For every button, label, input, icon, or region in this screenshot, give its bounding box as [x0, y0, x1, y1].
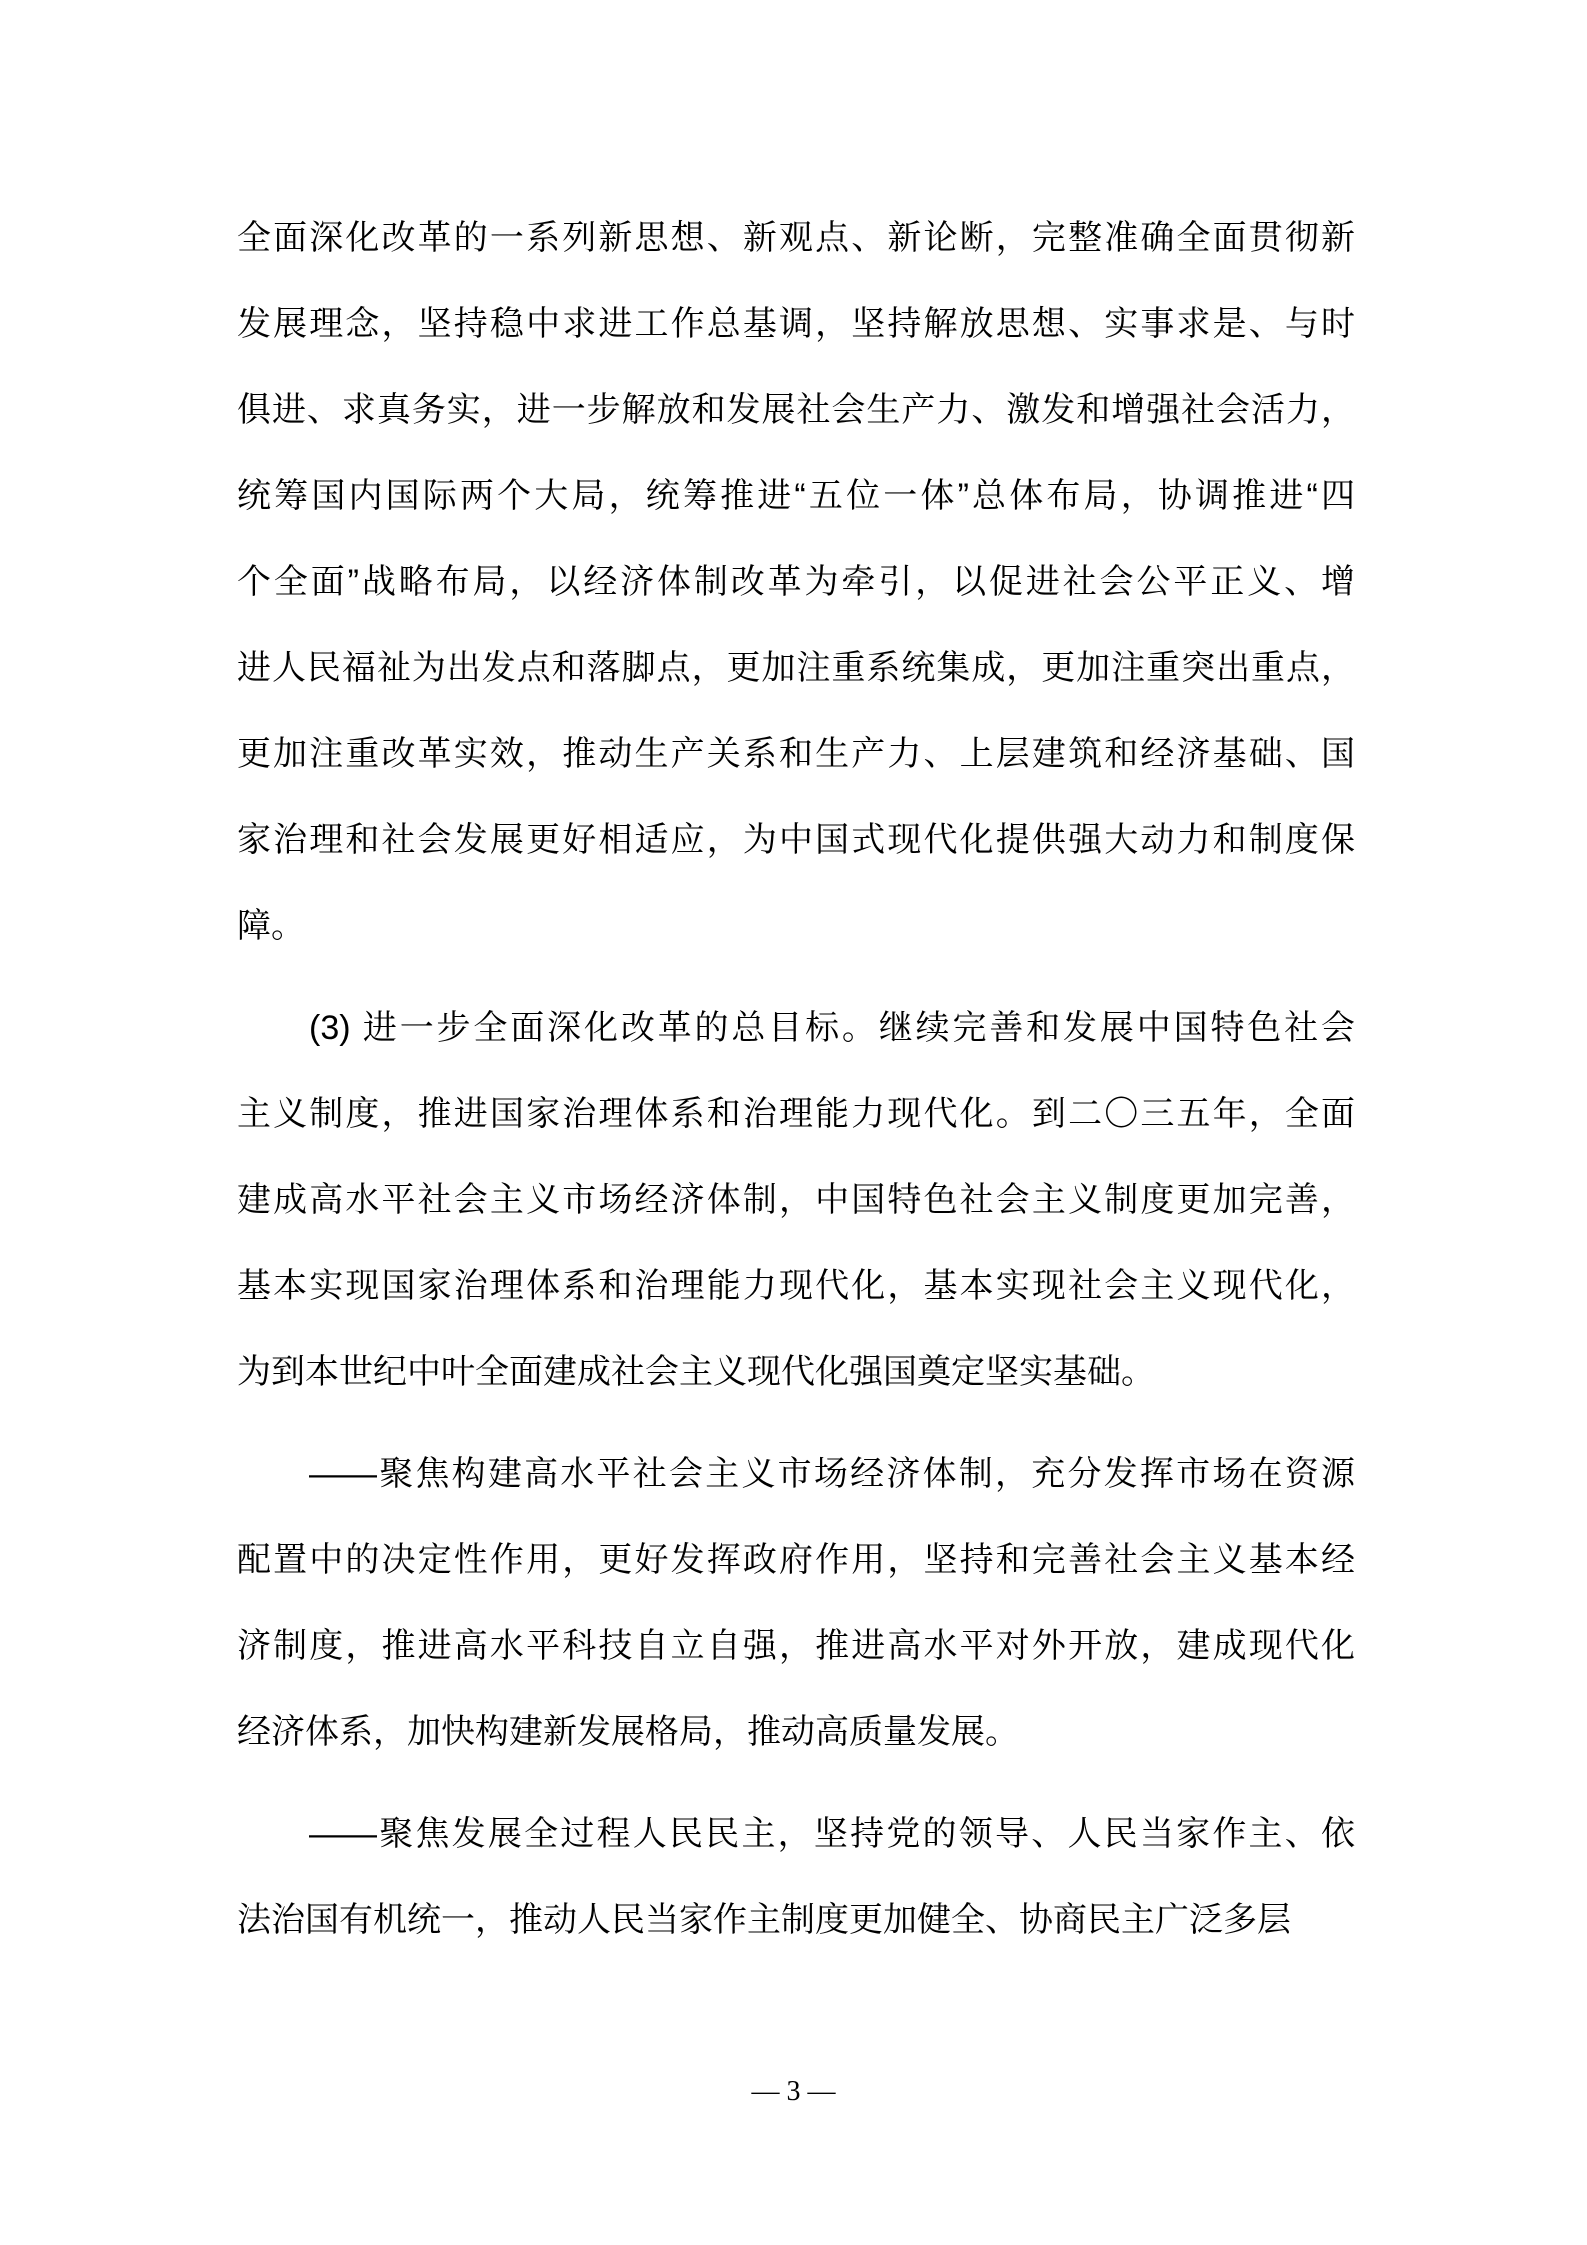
text-line: ——聚焦发展全过程人民民主，坚持党的领导、人民当家作主、依 [309, 1815, 1355, 1853]
document-content [237, 195, 1355, 1979]
text-line: 配置中的决定性作用，更好发挥政府作用，坚持和完善社会主义基本经 [237, 1541, 1355, 1579]
text-line: 经济体系，加快构建新发展格局，推动高质量发展。 [237, 1713, 1019, 1751]
text-line: 基本实现国家治理体系和治理能力现代化，基本实现社会主义现代化， [237, 1267, 1355, 1305]
paragraph-3 [237, 1431, 1355, 1775]
text-line: 法治国有机统一，推动人民当家作主制度更加健全、协商民主广泛多层 [237, 1901, 1291, 1939]
text-line: 个全面”战略布局，以经济体制改革为牵引，以促进社会公平正义、增 [237, 563, 1355, 601]
text-line: 进人民福祉为出发点和落脚点，更加注重系统集成，更加注重突出重点， [237, 649, 1355, 687]
text-line: 济制度，推进高水平科技自立自强，推进高水平对外开放，建成现代化 [237, 1627, 1355, 1665]
text-line: 主义制度，推进国家治理体系和治理能力现代化。到二〇三五年，全面 [237, 1095, 1355, 1133]
paragraph-4 [237, 1791, 1355, 1963]
text-line: 更加注重改革实效，推动生产关系和生产力、上层建筑和经济基础、国 [237, 735, 1355, 773]
text-line: (3) 进一步全面深化改革的总目标。继续完善和发展中国特色社会 [309, 1009, 1355, 1047]
text-line: 家治理和社会发展更好相适应，为中国式现代化提供强大动力和制度保 [237, 821, 1355, 859]
text-line: 发展理念，坚持稳中求进工作总基调，坚持解放思想、实事求是、与时 [237, 305, 1355, 343]
paragraph-2 [237, 985, 1355, 1415]
paragraph-1 [237, 195, 1355, 969]
page-number: — 3 — [751, 2076, 836, 2107]
text-line: 统筹国内国际两个大局，统筹推进“五位一体”总体布局，协调推进“四 [237, 477, 1355, 515]
text-line: 建成高水平社会主义市场经济体制，中国特色社会主义制度更加完善， [237, 1181, 1355, 1219]
text-line: 全面深化改革的一系列新思想、新观点、新论断，完整准确全面贯彻新 [237, 219, 1355, 257]
text-line: ——聚焦构建高水平社会主义市场经济体制，充分发挥市场在资源 [309, 1455, 1355, 1493]
text-line: 俱进、求真务实，进一步解放和发展社会生产力、激发和增强社会活力， [237, 391, 1355, 429]
text-line: 障。 [237, 907, 305, 945]
text-line: 为到本世纪中叶全面建成社会主义现代化强国奠定坚实基础。 [237, 1353, 1155, 1391]
